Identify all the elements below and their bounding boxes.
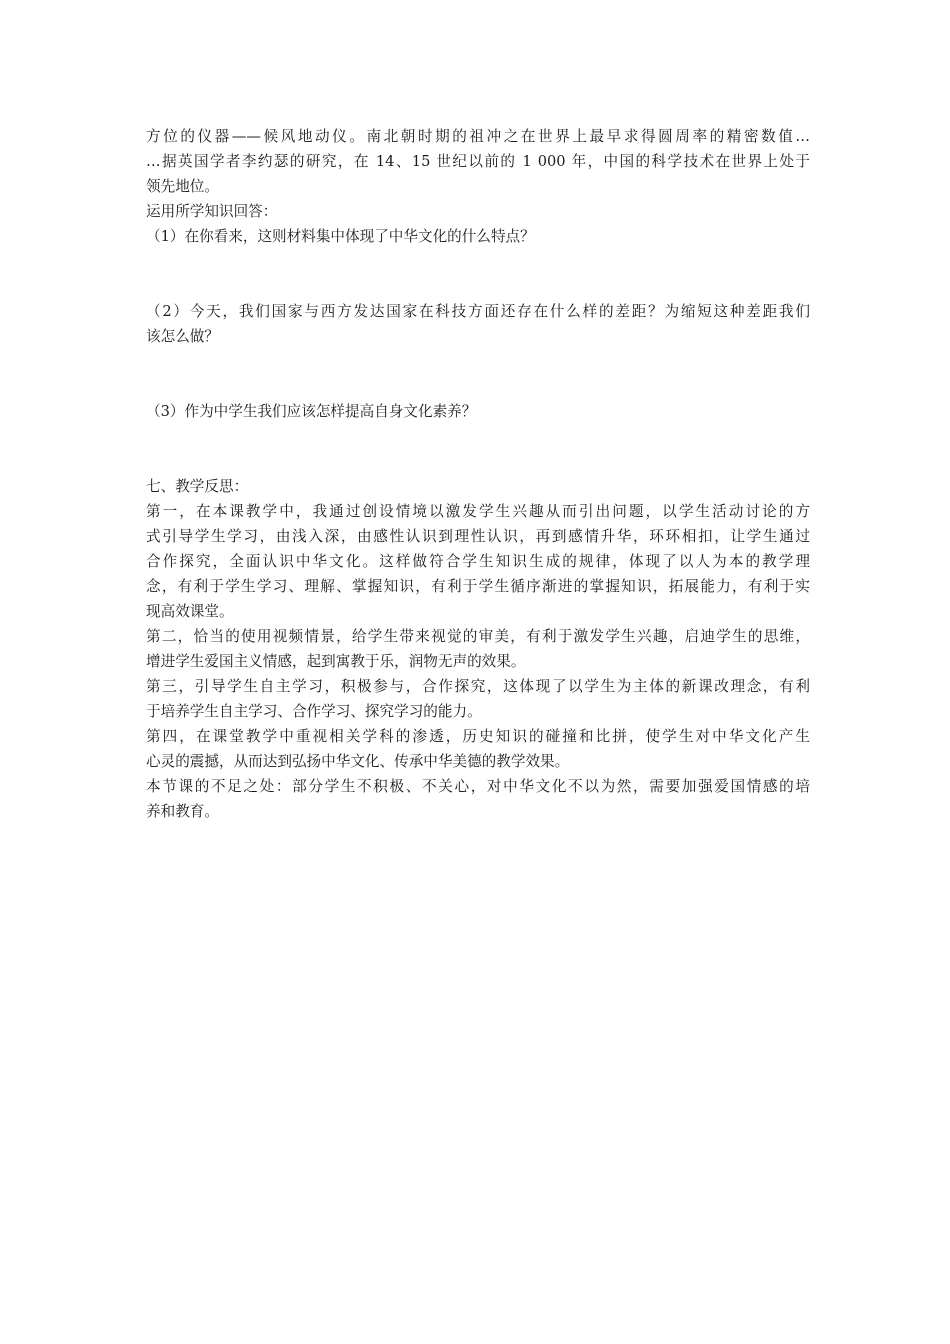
text-line: 式引导学生学习，由浅入深，由感性认识到理性认识，再到感情升华，环环相扣，让学生通过	[146, 528, 810, 545]
reflection-paragraph-1	[146, 499, 810, 624]
reflection-paragraph-2	[146, 624, 810, 674]
reflection-paragraph-3	[146, 674, 810, 724]
text-line: 第四，在课堂教学中重视相关学科的渗透，历史知识的碰撞和比拼，使学生对中华文化产生	[146, 728, 810, 745]
text-line: 合作探究，全面认识中华文化。这样做符合学生知识生成的规律，体现了以人为本的教学理	[146, 553, 810, 570]
answer-prompt: 运用所学知识回答：	[146, 203, 278, 220]
answer-space	[146, 349, 810, 399]
text-line: 心灵的震撼，从而达到弘扬中华文化、传承中华美德的教学效果。	[146, 753, 570, 770]
answer-space	[146, 424, 810, 474]
text-line: 第一，在本课教学中，我通过创设情境以激发学生兴趣从而引出问题，以学生活动讨论的方	[146, 503, 810, 520]
question-3	[146, 399, 810, 424]
question-text: （1）在你看来，这则材料集中体现了中华文化的什么特点？	[146, 228, 535, 245]
answer-space	[146, 249, 810, 299]
question-text: 该怎么做？	[146, 328, 219, 345]
reflection-paragraph-4	[146, 724, 810, 774]
document-body	[146, 124, 810, 824]
text-line: 第二，恰当的使用视频情景，给学生带来视觉的审美，有利于激发学生兴趣，启迪学生的思维，	[146, 628, 810, 645]
question-1	[146, 224, 810, 249]
section-heading: 七、教学反思：	[146, 478, 249, 495]
text-line: 现高效课堂。	[146, 603, 234, 620]
text-line: 方位的仪器——候风地动仪。南北朝时期的祖冲之在世界上最早求得圆周率的精密数值…	[146, 128, 810, 145]
text-line: …据英国学者李约瑟的研究，在 14、15 世纪以前的 1 000 年，中国的科学技术在世界上处于	[146, 153, 810, 170]
text-line: 本节课的不足之处：部分学生不积极、不关心，对中华文化不以为然，需要加强爱国情感的培	[146, 778, 810, 795]
text-line: 增进学生爱国主义情感，起到寓教于乐，润物无声的效果。	[146, 653, 526, 670]
text-line: 养和教育。	[146, 803, 219, 820]
text-line: 于培养学生自主学习、合作学习、探究学习的能力。	[146, 703, 482, 720]
text-line: 念，有利于学生学习、理解、掌握知识，有利于学生循序渐进的掌握知识，拓展能力，有利于实	[146, 578, 810, 595]
text-line: 第三，引导学生自主学习，积极参与，合作探究，这体现了以学生为主体的新课改理念，有利	[146, 678, 810, 695]
material-text	[146, 124, 810, 199]
text-line: 领先地位。	[146, 178, 219, 195]
question-text: （2）今天，我们国家与西方发达国家在科技方面还存在什么样的差距？为缩短这种差距我们	[146, 303, 810, 320]
question-text: （3）作为中学生我们应该怎样提高自身文化素养？	[146, 403, 477, 420]
question-2	[146, 299, 810, 349]
reflection-section	[146, 474, 810, 824]
reflection-paragraph-5	[146, 774, 810, 824]
